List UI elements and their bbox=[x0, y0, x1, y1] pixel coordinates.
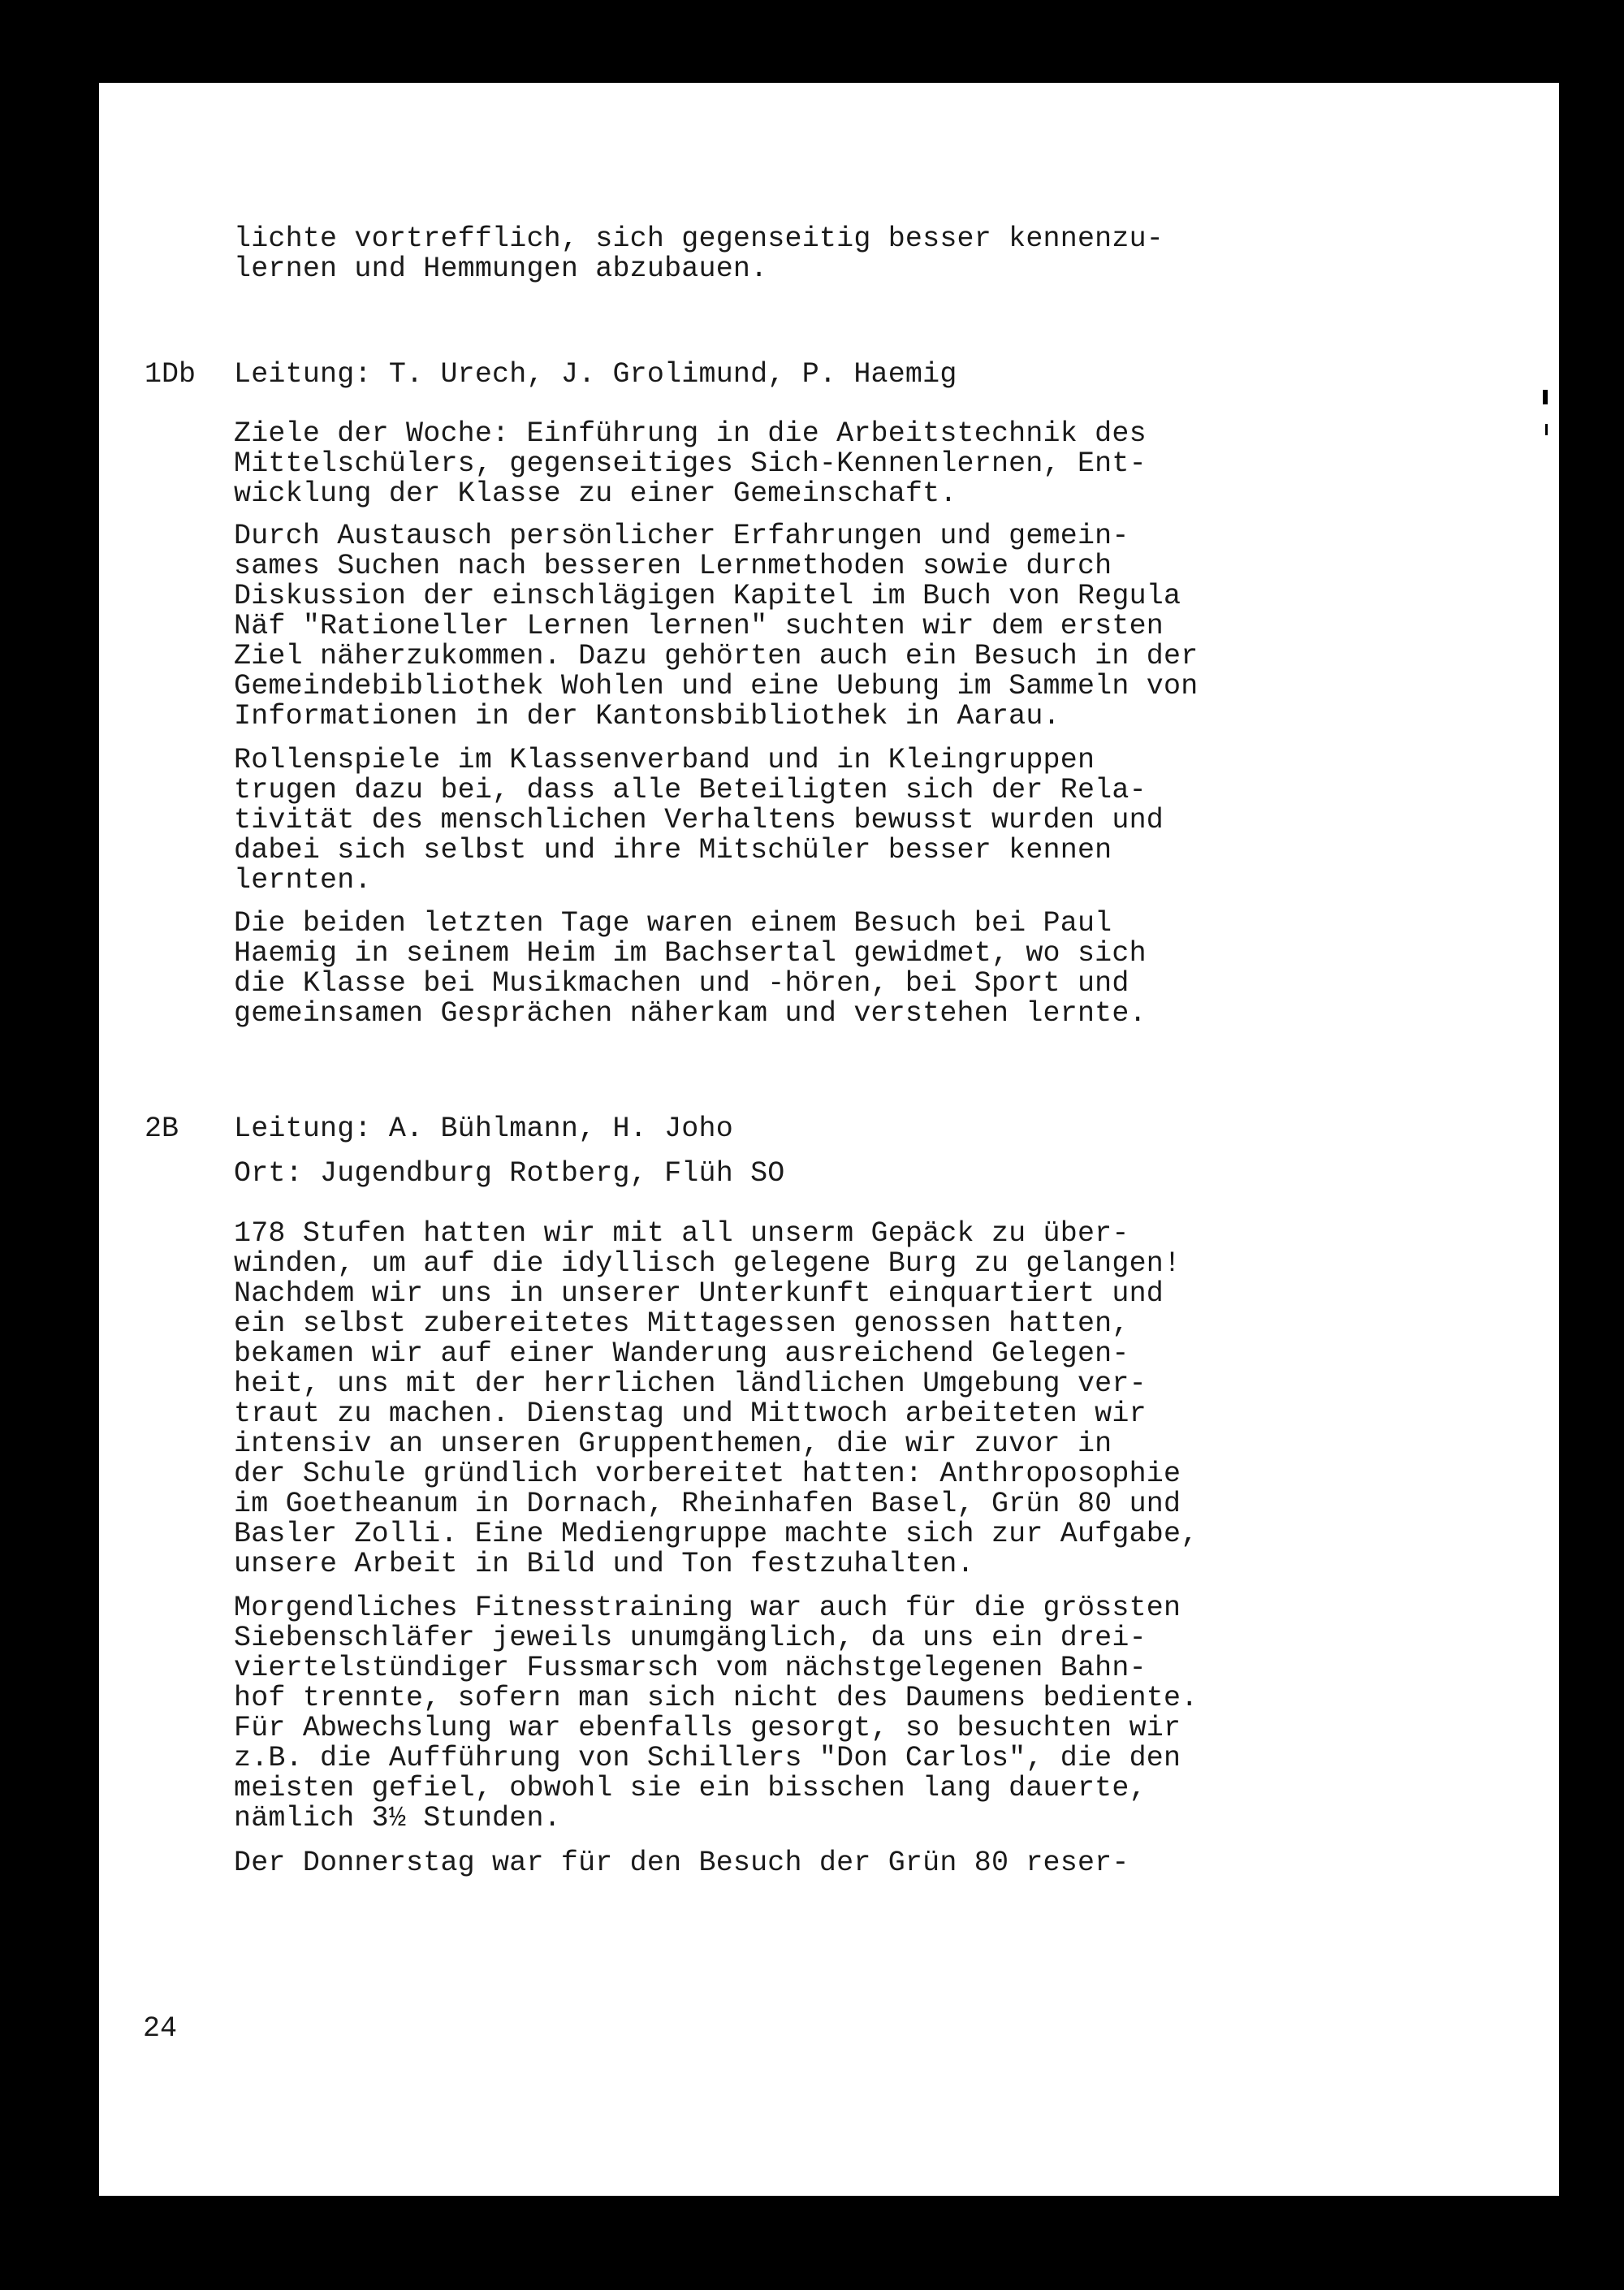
text-line: lernten. bbox=[234, 864, 372, 897]
text-line: Mittelschülers, gegenseitiges Sich-Kennenlernen, Ent- bbox=[234, 447, 1147, 480]
text-line: Morgendliches Fitnesstraining war auch für die grössten bbox=[234, 1592, 1181, 1624]
text-line: winden, um auf die idyllisch gelegene Burg zu gelangen! bbox=[234, 1247, 1181, 1280]
text-line: Rollenspiele im Klassenverband und in Kleingruppen bbox=[234, 744, 1095, 776]
text-line: Nachdem wir uns in unserer Unterkunft einquartiert und bbox=[234, 1277, 1164, 1310]
text-line: die Klasse bei Musikmachen und -hören, bei Sport und bbox=[234, 967, 1129, 1000]
text-line: Haemig in seinem Heim im Bachsertal gewidmet, wo sich bbox=[234, 937, 1147, 970]
text-line: 178 Stufen hatten wir mit all unserm Gepäck zu über- bbox=[234, 1217, 1129, 1250]
text-line: Für Abwechslung war ebenfalls gesorgt, so besuchten wir bbox=[234, 1712, 1181, 1744]
text-line: ein selbst zubereitetes Mittagessen genossen hatten, bbox=[234, 1307, 1129, 1340]
section-label-2b: 2B bbox=[145, 1113, 179, 1145]
section-ort-2b: Ort: Jugendburg Rotberg, Flüh SO bbox=[234, 1157, 785, 1190]
text-line: im Goetheanum in Dornach, Rheinhafen Basel, Grün 80 und bbox=[234, 1488, 1181, 1520]
text-line: meisten gefiel, obwohl sie ein bisschen lang dauerte, bbox=[234, 1772, 1147, 1804]
text-line: dabei sich selbst und ihre Mitschüler besser kennen bbox=[234, 834, 1112, 866]
scan-edge-mark bbox=[1545, 424, 1548, 435]
section-leitung-2b: Leitung: A. Bühlmann, H. Joho bbox=[234, 1113, 733, 1145]
text-line: lernen und Hemmungen abzubauen. bbox=[234, 253, 768, 285]
text-line: Ziele der Woche: Einführung in die Arbeitstechnik des bbox=[234, 417, 1147, 450]
text-line: Gemeindebibliothek Wohlen und eine Uebung im Sammeln von bbox=[234, 670, 1199, 702]
text-line: sames Suchen nach besseren Lernmethoden sowie durch bbox=[234, 550, 1112, 582]
text-line: trugen dazu bei, dass alle Beteiligten sich der Rela- bbox=[234, 774, 1147, 806]
section-label-1db: 1Db bbox=[145, 358, 197, 391]
text-line: tivität des menschlichen Verhaltens bewusst wurden und bbox=[234, 804, 1164, 836]
text-line: Diskussion der einschlägigen Kapitel im Buch von Regula bbox=[234, 580, 1181, 612]
text-line: bekamen wir auf einer Wanderung ausreichend Gelegen- bbox=[234, 1337, 1129, 1370]
text-line: nämlich 3½ Stunden. bbox=[234, 1802, 561, 1834]
text-line: lichte vortrefflich, sich gegenseitig besser kennenzu- bbox=[234, 223, 1164, 255]
text-line: Ziel näherzukommen. Dazu gehörten auch ein Besuch in der bbox=[234, 640, 1199, 672]
section-leitung-1db: Leitung: T. Urech, J. Grolimund, P. Haemig bbox=[234, 358, 957, 391]
text-line: der Schule gründlich vorbereitet hatten: Anthroposophie bbox=[234, 1458, 1181, 1490]
text-line: hof trennte, sofern man sich nicht des Daumens bediente. bbox=[234, 1682, 1199, 1714]
text-line: intensiv an unseren Gruppenthemen, die wir zuvor in bbox=[234, 1428, 1112, 1460]
text-line: wicklung der Klasse zu einer Gemeinschaft. bbox=[234, 477, 957, 510]
text-line: Der Donnerstag war für den Besuch der Grün 80 reser- bbox=[234, 1847, 1129, 1879]
text-line: unsere Arbeit in Bild und Ton festzuhalten. bbox=[234, 1548, 974, 1580]
text-line: Durch Austausch persönlicher Erfahrungen und gemein- bbox=[234, 520, 1129, 552]
text-line: Näf "Rationeller Lernen lernen" suchten wir dem ersten bbox=[234, 610, 1164, 642]
text-line: viertelstündiger Fussmarsch vom nächstgelegenen Bahn- bbox=[234, 1652, 1147, 1684]
page-number: 24 bbox=[143, 2012, 178, 2045]
scan-edge-mark bbox=[1543, 390, 1548, 404]
text-line: Siebenschläfer jeweils unumgänglich, da uns ein drei- bbox=[234, 1622, 1147, 1654]
text-line: Informationen in der Kantonsbibliothek in Aarau. bbox=[234, 700, 1060, 732]
text-line: z.B. die Aufführung von Schillers "Don Carlos", die den bbox=[234, 1742, 1181, 1774]
text-line: Die beiden letzten Tage waren einem Besuch bei Paul bbox=[234, 907, 1112, 940]
text-line: gemeinsamen Gesprächen näherkam und verstehen lernte. bbox=[234, 997, 1147, 1030]
text-line: traut zu machen. Dienstag und Mittwoch arbeiteten wir bbox=[234, 1398, 1147, 1430]
text-line: heit, uns mit der herrlichen ländlichen Umgebung ver- bbox=[234, 1368, 1147, 1400]
document-page bbox=[88, 83, 1559, 2196]
text-line: Basler Zolli. Eine Mediengruppe machte sich zur Aufgabe, bbox=[234, 1518, 1199, 1550]
